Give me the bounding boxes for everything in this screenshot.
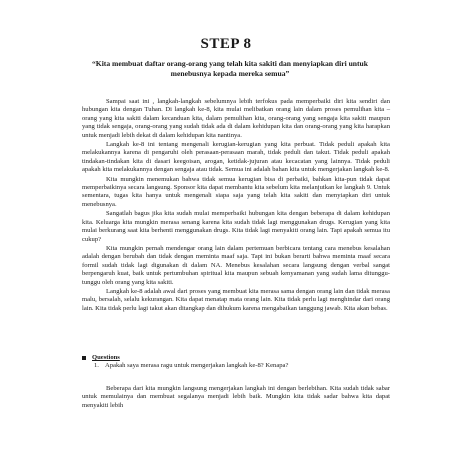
paragraph: Sampai saat ini , langkah-langkah sebelumnya lebih terfokus pada memperbaiki diri kita sendiri dan hubungan kita dengan Tuhan. Di langkah ke-8, kita mulai melibatkan orang lain dalam proses pemulihan kita – orang yang kita sakiti dalam kecanduan kita, dalam pemulihan kita, orang-orang yang sengaja kita sakiti maupun yang tidak sengaja, orang-orang yang sudah tidak ada di dalam kehidupan kita dan orang-orang yang kita harapkan untuk menjadi lebih dekat di dalam kehidupan kita nantinya.: [82, 98, 390, 139]
paragraph: Langkah ke-8 ini tentang mengenali kerugian-kerugian yang kita perbuat. Tidak peduli apakah kita melakukannya karena di pengaruhi oleh perasaan-perasaan marah, tidak peduli dan takut. Tidak peduli apakah tindakan-tindakan kita di dasari keegoisan, arogan, ketidak-jujuran atau kecacatan yang lainnya. Tidak peduli apakah kita melakukannya dengan sengaja atau tidak. Semua ini adalah bahan kita untuk mengerjakan langkah ke-8.: [82, 141, 390, 174]
paragraph: Langkah ke-8 adalah awal dari proses yang membuat kita merasa sama dengan orang lain dan tidak merasa malu, bersalah, selalu kekurangan. Kita dapat menatap mata orang lain. Kita tidak perlu lagi menghindar dari orang lain. Kita tidak perlu lagi takut akan ditangkap dan dihukum karena mengabaikan tanggung jawab. Kita akan bebas.: [82, 287, 390, 312]
paragraph: Sangatlah bagus jika kita sudah mulai memperbaiki hubungan kita dengan beberapa di dalam kehidupan kita. Keluarga kita mungkin merasa senang karena kita sudah tidak lagi menggunakan drugs. Kerugian yang kita mulai berkurang saat kita berhenti menggunakan drugs. Kita tidak lagi menyakiti orang lain. Tapi apakah semua itu cukup?: [82, 210, 390, 243]
question-item: [94, 362, 390, 370]
question-text: Apakah saya merasa ragu untuk mengerjakan langkah ke-8? Kenapa?: [104, 362, 289, 370]
questions-section: [82, 354, 390, 371]
document-body: [82, 98, 390, 314]
paragraph: Kita mungkin pernah mendengar orang lain dalam pertemuan berbicara tentang cara menebus kesalahan adalah dengan berubah dan tidak dengan meminta maaf saja. Tapi ini bukan berarti bahwa meminta maaf secara formil sudah tidak lagi digunakan di dalam NA. Menebus kesalahan secara langsung dengan verbal sangat berpengaruh kuat, baik untuk pertumbuhan spiritual kita maupun sebuah kenyamanan yang sudah lama ditunggu-tunggu oleh orang yang kita sakiti.: [82, 244, 390, 286]
page-subtitle: “Kita membuat daftar orang-orang yang telah kita sakiti dan menyiapkan diri untuk menebusnya kepada mereka semua”: [91, 59, 368, 78]
closing-section: [82, 385, 390, 410]
questions-heading: Questions: [92, 354, 120, 361]
page-title: STEP 8: [200, 36, 252, 52]
bullet-icon: [82, 356, 86, 360]
paragraph: Kita mungkin menemukan bahwa tidak semua kerugian bisa di perbaiki, bahkan kita-pun tidak dapat memperbaikinya secara langsung. Sponsor kita dapat membantu kita sebelum kita melanjutkan ke langkah 9. Untuk sementara, tugas kita hanya untuk mengenali siapa saja yang telah kita sakiti dan menyiapkan diri untuk menebusnya.: [82, 175, 390, 208]
question-number: 1.: [94, 362, 99, 370]
paragraph: Beberapa dari kita mungkin langsung mengerjakan langkah ini dengan berlebihan. Kita sudah tidak sabar untuk memulainya dan membuat segalanya menjadi lebih baik. Mungkin kita tidak sadar bahwa kita dapat menyakiti lebih: [82, 385, 390, 409]
